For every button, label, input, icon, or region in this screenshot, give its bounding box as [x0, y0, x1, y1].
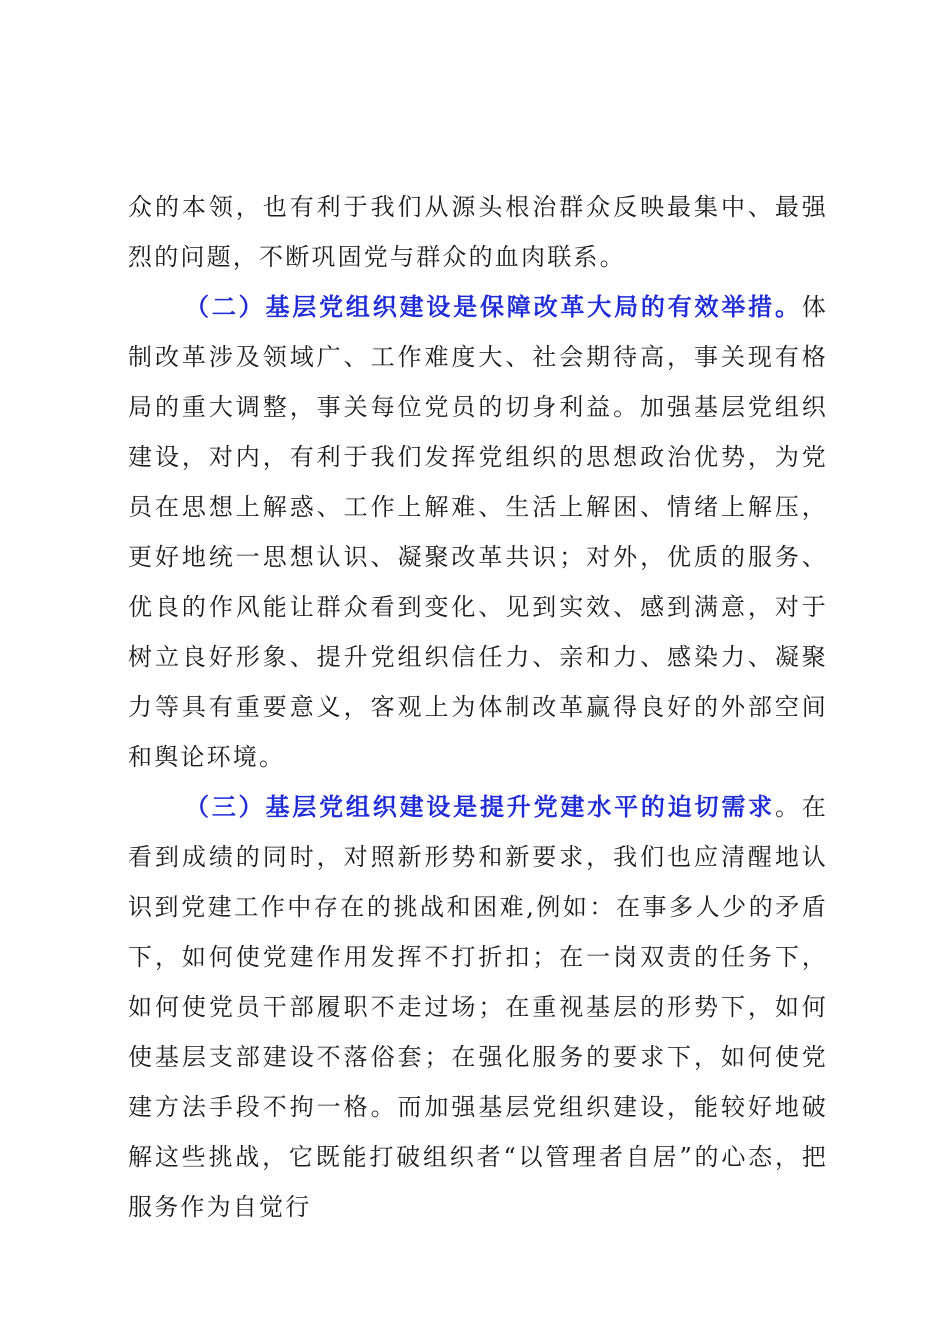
paragraph-2-text: 体制改革涉及领域广、工作难度大、社会期待高，事关现有格局的重大调整，事关每位党员的切身利益。加强基层党组织建设，对内，有利于我们发挥党组织的思想政治优势，为党员在思想上解惑、工作上解难、生活上解困、情绪上解压，更好地统一思想认识、凝聚改革共识；对外，优质的服务、优良的作风能让群众看到变化、见到实效、感到满意，对于树立良好形象、提升党组织信任力、亲和力、感染力、凝聚力等具有重要意义，客观上为体制改革赢得良好的外部空间和舆论环境。: [128, 293, 828, 771]
document-body: [128, 182, 828, 1232]
paragraph-1: [128, 182, 828, 282]
paragraph-1-text: 众的本领，也有利于我们从源头根治群众反映最集中、最强烈的问题，不断巩固党与群众的血肉联系。: [128, 193, 828, 271]
paragraph-3: [128, 782, 828, 1232]
section-2-heading: （二）基层党组织建设是保障改革大局的有效举措。: [185, 292, 802, 321]
section-3-heading: （三）基层党组织建设是提升党建水平的迫切需求: [185, 792, 775, 821]
paragraph-3-text: 。在看到成绩的同时，对照新形势和新要求，我们也应清醒地认识到党建工作中存在的挑战和困难,例如：在事多人少的矛盾下，如何使党建作用发挥不打折扣；在一岗双责的任务下，如何使党员干部履职不走过场；在重视基层的形势下，如何使基层支部建设不落俗套；在强化服务的要求下，如何使党建方法手段不拘一格。而加强基层党组织建设，能较好地破解这些挑战，它既能打破组织者“以管理者自居”的心态，把服务作为自觉行: [128, 793, 828, 1221]
paragraph-2: [128, 282, 828, 782]
